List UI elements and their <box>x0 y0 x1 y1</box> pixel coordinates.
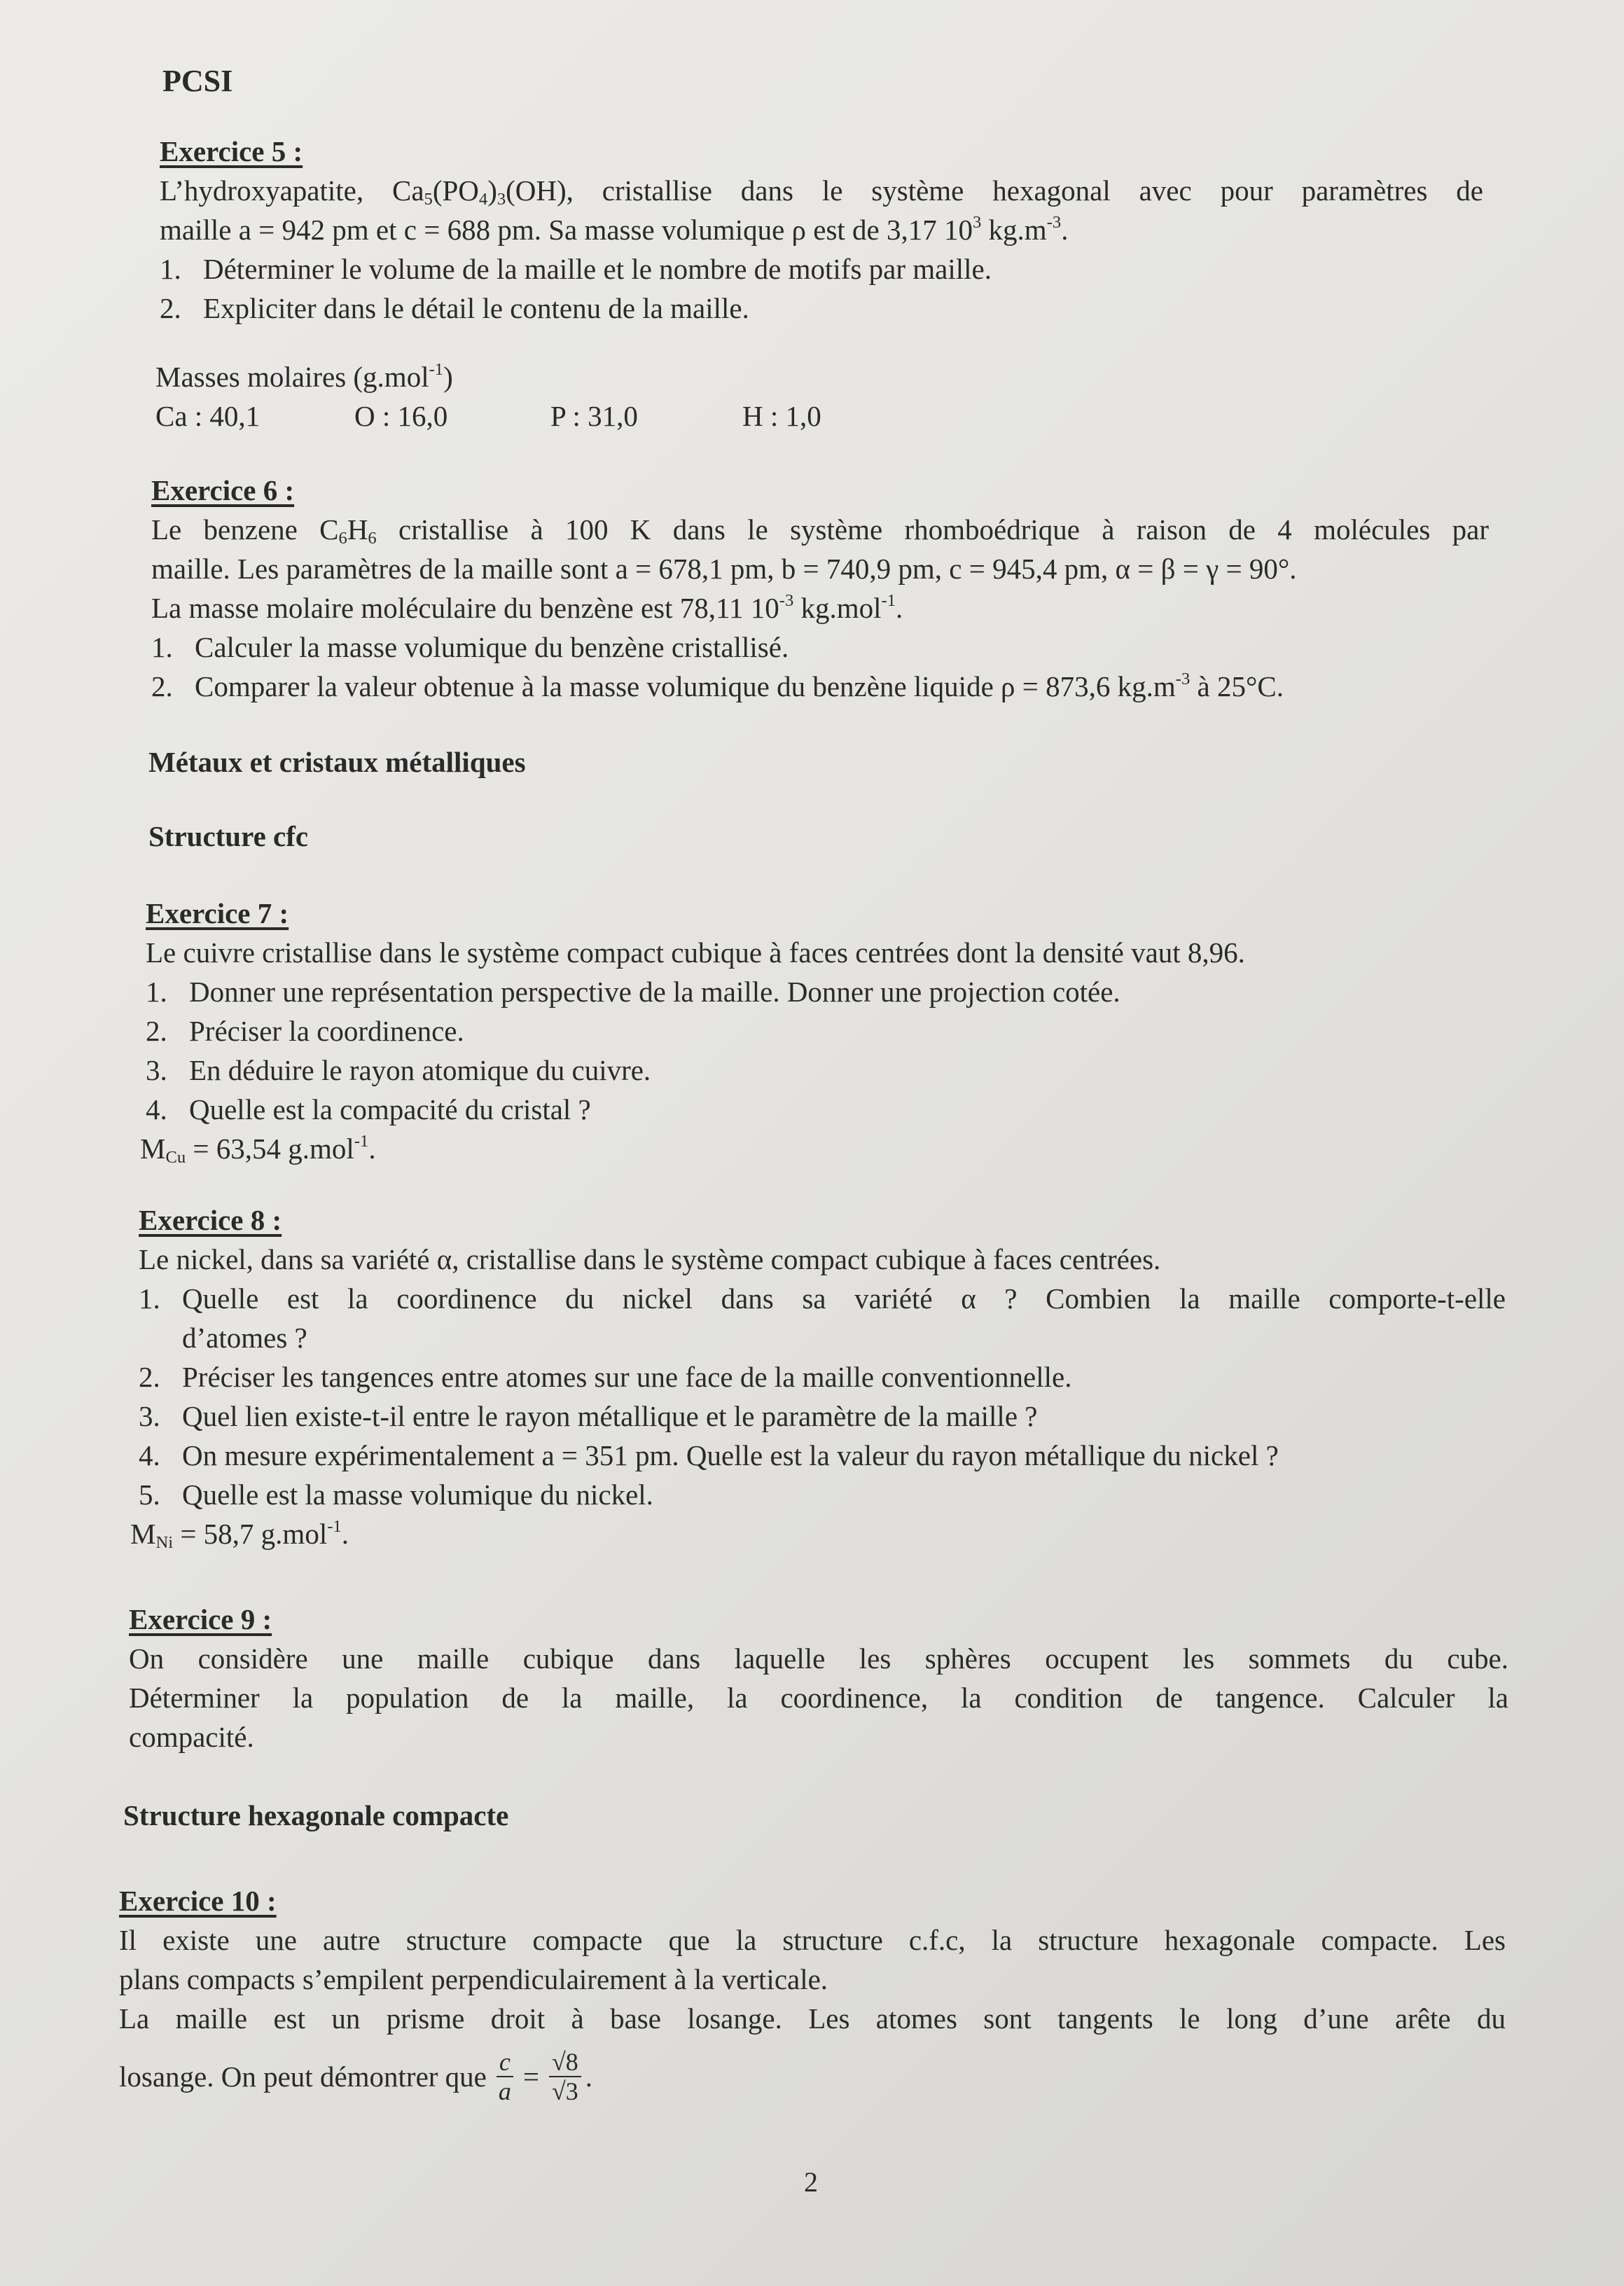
exercise-8 <box>130 1200 1506 1553</box>
exercise-10-line-3: La maille est un prisme droit à base losange. Les atomes sont tangents le long d’une arête du <box>119 2002 1506 2035</box>
exercise-10-title: Exercice 10 : <box>119 1885 277 1917</box>
question-item <box>139 1436 1506 1475</box>
text: . <box>341 1518 349 1550</box>
exercise-7-intro: Le cuivre cristallise dans le système compact cubique à faces centrées dont la densité vaut 8,96. <box>146 936 1245 969</box>
question-text: Quel lien existe-t-il entre le rayon métallique et le paramètre de la maille ? <box>182 1400 1038 1432</box>
fraction-sqrt8-over-sqrt3 <box>549 2048 581 2105</box>
exercise-10 <box>119 1881 1506 2105</box>
molar-masses-label <box>155 357 996 396</box>
question-text: Préciser les tangences entre atomes sur une face de la maille conventionnelle. <box>182 1361 1072 1393</box>
exercise-10-line-4 <box>119 2048 1506 2105</box>
text: M <box>130 1518 156 1550</box>
exercise-6-line-3 <box>151 588 1489 628</box>
molar-masses-values <box>155 396 996 436</box>
section-heading-metaux: Métaux et cristaux métalliques <box>148 746 526 778</box>
text: losange. On peut démontrer que <box>119 2060 487 2093</box>
question-text: Préciser la coordinence. <box>189 1015 464 1047</box>
text: . <box>896 592 903 624</box>
question-number: 2. <box>139 1361 160 1393</box>
exercise-5-line-2 <box>160 210 1483 249</box>
exercise-9-line-1: On considère une maille cubique dans laquelle les sphères occupent les sommets du cube. <box>129 1642 1508 1675</box>
section-heading-cfc: Structure cfc <box>148 820 309 852</box>
question-text: Quelle est la masse volumique du nickel. <box>182 1478 653 1511</box>
text: . <box>368 1132 376 1165</box>
question-number: 3. <box>146 1054 167 1086</box>
question-item <box>146 1090 1476 1129</box>
question-number: 5. <box>139 1478 160 1511</box>
superscript: -1 <box>354 1131 369 1151</box>
text: cristallise à 100 K dans le système rhomboédrique à raison de 4 molécules par <box>376 513 1489 546</box>
molar-masses <box>155 357 996 436</box>
question-text: Comparer la valeur obtenue à la masse volumique du benzène liquide ρ = 873,6 kg.m <box>195 670 1176 702</box>
question-number: 1. <box>151 631 173 663</box>
question-item <box>139 1279 1506 1357</box>
course-header: PCSI <box>162 64 233 98</box>
molar-mass-h: H : 1,0 <box>742 400 821 432</box>
fraction-numerator: √8 <box>549 2048 581 2077</box>
text: ) <box>487 174 497 207</box>
question-number: 1. <box>139 1282 160 1315</box>
question-text: On mesure expérimentalement a = 351 pm. Quelle est la valeur du rayon métallique du nickel ? <box>182 1439 1279 1471</box>
copper-molar-mass <box>140 1129 1476 1168</box>
subscript: Cu <box>165 1148 186 1168</box>
text: kg.m <box>981 214 1047 246</box>
exercise-8-title: Exercice 8 : <box>139 1204 282 1236</box>
question-number: 2. <box>151 670 173 702</box>
text: Le benzene C <box>151 513 339 546</box>
exercise-7 <box>140 894 1476 1168</box>
question-text: Quelle est la coordinence du nickel dans sa variété α ? Combien la maille comporte-t-elle <box>182 1282 1506 1315</box>
question-number: 2. <box>146 1015 167 1047</box>
fraction-c-over-a <box>497 2048 513 2105</box>
subscript: 5 <box>424 190 433 209</box>
subscript: 3 <box>497 190 506 209</box>
question-item <box>146 1051 1476 1090</box>
question-item <box>151 667 1489 706</box>
superscript: -1 <box>429 359 444 379</box>
subscript: 6 <box>338 529 347 548</box>
superscript: -3 <box>1175 669 1191 688</box>
exercise-9 <box>129 1600 1508 1757</box>
exercise-6-title: Exercice 6 : <box>151 474 295 506</box>
exercise-9-title: Exercice 9 : <box>129 1603 272 1635</box>
question-item <box>151 628 1489 667</box>
exercise-8-intro: Le nickel, dans sa variété α, cristallise dans le système compact cubique à faces centrées. <box>139 1243 1161 1275</box>
question-item <box>146 1011 1476 1051</box>
text: ) <box>443 361 453 393</box>
question-text: En déduire le rayon atomique du cuivre. <box>189 1054 651 1086</box>
fraction-numerator: c <box>497 2048 513 2077</box>
question-text: Expliciter dans le détail le contenu de la maille. <box>203 292 749 324</box>
exercise-9-line-3: compacité. <box>129 1721 254 1753</box>
exercise-5 <box>160 132 1483 328</box>
text: Masses molaires (g.mol <box>155 361 429 393</box>
text: . <box>585 2060 592 2093</box>
question-item <box>160 289 1483 328</box>
exercise-7-title: Exercice 7 : <box>146 897 289 929</box>
exercise-9-line-2: Déterminer la population de la maille, la coordinence, la condition de tangence. Calculer la <box>129 1682 1508 1714</box>
question-text: Déterminer le volume de la maille et le nombre de motifs par maille. <box>203 253 992 285</box>
nickel-molar-mass <box>130 1514 1506 1553</box>
exercise-10-line-2: plans compacts s’empilent perpendiculairement à la verticale. <box>119 1963 828 1995</box>
question-item <box>146 972 1476 1011</box>
superscript: 3 <box>973 212 982 232</box>
text: . <box>1061 214 1069 246</box>
exercise-5-title: Exercice 5 : <box>160 135 303 167</box>
text: = 58,7 g.mol <box>173 1518 328 1550</box>
superscript: -3 <box>1046 212 1062 232</box>
molar-mass-p: P : 31,0 <box>550 400 638 432</box>
exercise-10-line-1: Il existe une autre structure compacte que la structure c.f.c, la structure hexagonale compacte. Les <box>119 1924 1506 1956</box>
subscript: 4 <box>478 190 488 209</box>
exercise-6-line-2: maille. Les paramètres de la maille sont a = 678,1 pm, b = 740,9 pm, c = 945,4 pm, α = β = γ = 90°. <box>151 553 1297 585</box>
text: (OH), cristallise dans le système hexagonal avec pour paramètres de <box>506 174 1484 207</box>
question-number: 4. <box>146 1093 167 1125</box>
question-text: d’atomes ? <box>182 1322 307 1354</box>
question-number: 2. <box>160 292 181 324</box>
question-number: 1. <box>146 976 167 1008</box>
text: La masse molaire moléculaire du benzène est 78,11 10 <box>151 592 779 624</box>
fraction-denominator: √3 <box>551 2077 578 2105</box>
equals-sign: = <box>522 2060 539 2093</box>
question-text: Donner une représentation perspective de la maille. Donner une projection cotée. <box>189 976 1120 1008</box>
question-text: à 25°C. <box>1190 670 1284 702</box>
subscript: Ni <box>155 1533 174 1553</box>
superscript: -1 <box>881 590 896 610</box>
question-text: Calculer la masse volumique du benzène cristallisé. <box>195 631 789 663</box>
section-heading-hc: Structure hexagonale compacte <box>123 1799 509 1831</box>
question-item <box>139 1397 1506 1436</box>
text: = 63,54 g.mol <box>186 1132 354 1165</box>
text: (PO <box>432 174 479 207</box>
question-item <box>139 1357 1506 1397</box>
text: H <box>347 513 368 546</box>
text: M <box>140 1132 166 1165</box>
exercise-5-line-1 <box>160 171 1483 210</box>
molar-mass-ca: Ca : 40,1 <box>155 400 261 432</box>
question-number: 3. <box>139 1400 160 1432</box>
text: L’hydroxyapatite, Ca <box>160 174 424 207</box>
question-number: 1. <box>160 253 181 285</box>
text: maille a = 942 pm et c = 688 pm. Sa masse volumique ρ est de 3,17 10 <box>160 214 973 246</box>
superscript: -3 <box>779 590 794 610</box>
question-item <box>139 1475 1506 1514</box>
page-number: 2 <box>804 2166 818 2198</box>
exercise-6-line-1 <box>151 510 1489 549</box>
molar-mass-o: O : 16,0 <box>354 400 448 432</box>
question-text: Quelle est la compacité du cristal ? <box>189 1093 591 1125</box>
fraction-denominator: a <box>498 2077 511 2105</box>
question-number: 4. <box>139 1439 160 1471</box>
exercise-6 <box>151 471 1489 706</box>
subscript: 6 <box>368 529 377 548</box>
question-item <box>160 249 1483 289</box>
superscript: -1 <box>327 1516 342 1536</box>
text: kg.mol <box>793 592 882 624</box>
